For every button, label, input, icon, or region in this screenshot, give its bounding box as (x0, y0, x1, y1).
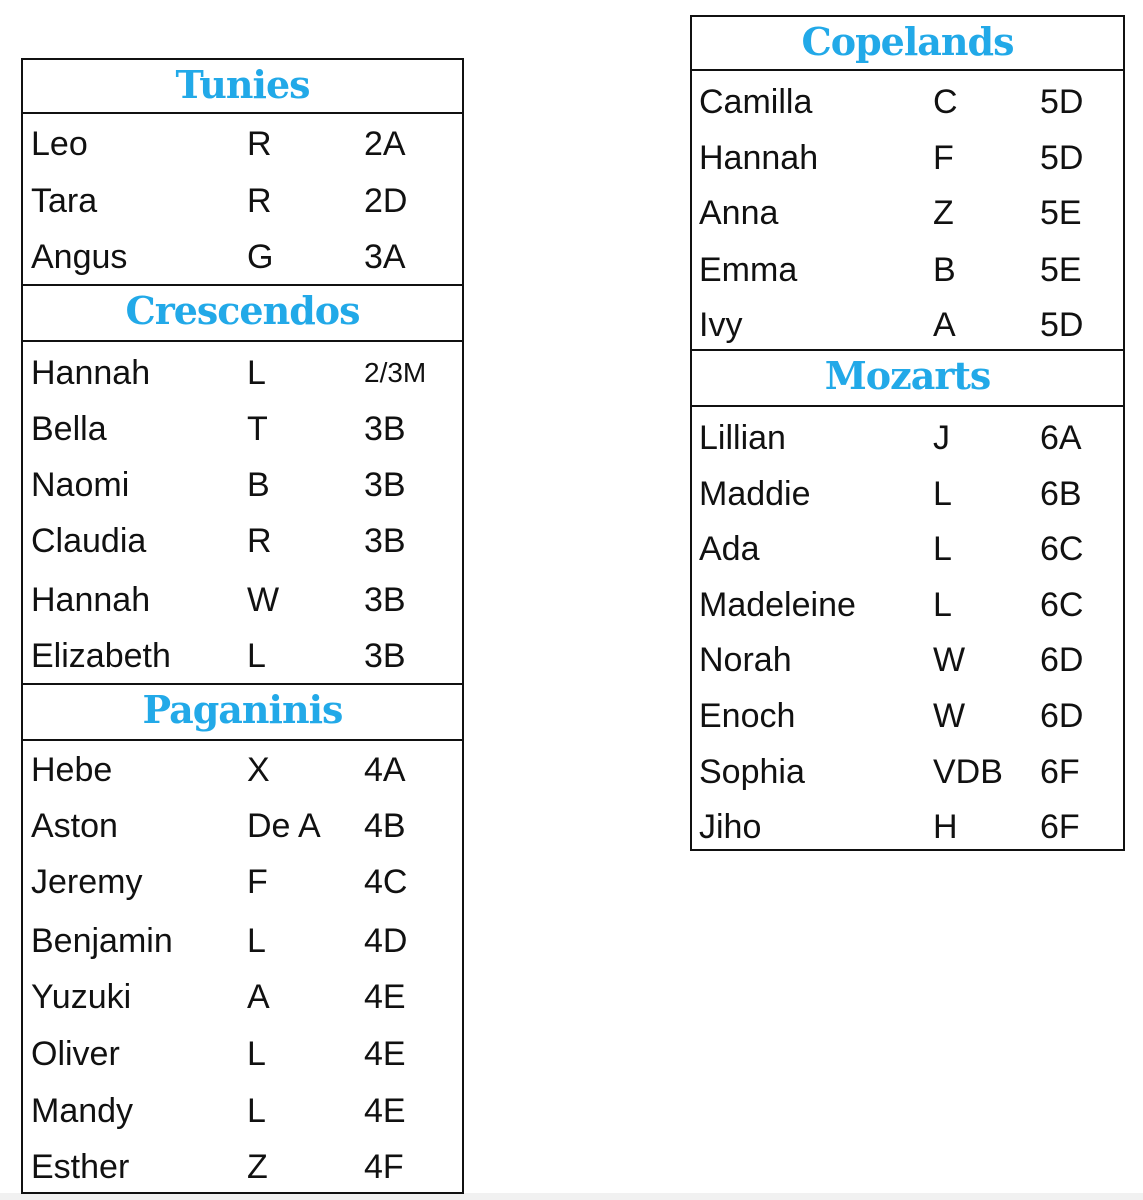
member-class: 4B (364, 807, 406, 845)
member-class: 4C (364, 863, 408, 901)
member-initial: X (247, 751, 270, 789)
member-initial: T (247, 410, 268, 448)
member-class: 4E (364, 1035, 406, 1073)
member-class: 3B (364, 410, 406, 448)
member-name: Yuzuki (31, 978, 132, 1016)
member-initial: J (933, 419, 950, 457)
member-class: 5D (1040, 139, 1084, 177)
member-name: Lillian (699, 419, 786, 457)
member-name: Hebe (31, 751, 113, 789)
member-row (692, 466, 1123, 522)
member-initial: F (247, 863, 268, 901)
member-row (23, 116, 462, 172)
member-row (692, 688, 1123, 744)
member-row (692, 799, 1123, 855)
member-class: 6D (1040, 641, 1084, 679)
member-class: 2/3M (364, 357, 427, 388)
member-class: 6C (1040, 586, 1084, 624)
member-name: Norah (699, 641, 792, 679)
member-row (23, 229, 462, 285)
member-name: Enoch (699, 697, 796, 735)
member-row (692, 297, 1123, 353)
member-name: Hannah (31, 581, 151, 619)
member-name: Esther (31, 1148, 130, 1186)
member-initial: F (933, 139, 954, 177)
member-class: 6C (1040, 530, 1084, 568)
member-initial: H (933, 808, 958, 846)
member-initial: L (933, 475, 952, 513)
member-initial: De A (247, 807, 321, 845)
member-row (692, 185, 1123, 241)
member-initial: L (933, 586, 952, 624)
member-class: 6F (1040, 808, 1080, 846)
member-class: 3B (364, 522, 406, 560)
member-initial: C (933, 83, 958, 121)
roster-table-right (690, 15, 1125, 851)
member-name: Sophia (699, 753, 805, 791)
member-row (692, 632, 1123, 688)
member-class: 3B (364, 581, 406, 619)
member-name: Camilla (699, 83, 813, 121)
member-initial: Z (933, 194, 954, 232)
member-row (23, 628, 462, 684)
member-class: 5E (1040, 251, 1082, 289)
member-row (23, 854, 462, 910)
member-initial: Z (247, 1148, 268, 1186)
group-title-paganinis: Paganinis (23, 683, 462, 741)
member-initial: W (933, 697, 966, 735)
member-name: Emma (699, 251, 798, 289)
member-row (692, 744, 1123, 800)
member-row (692, 410, 1123, 466)
member-class: 2D (364, 182, 408, 220)
member-class: 6F (1040, 753, 1080, 791)
member-row (692, 130, 1123, 186)
member-class: 5D (1040, 306, 1084, 344)
member-row (23, 1026, 462, 1082)
member-row (23, 1139, 462, 1195)
member-name: Ada (699, 530, 760, 568)
member-name: Benjamin (31, 922, 173, 960)
member-row (23, 1083, 462, 1139)
member-class: 3B (364, 637, 406, 675)
member-class: 4E (364, 1092, 406, 1130)
member-name: Leo (31, 125, 88, 163)
member-name: Anna (699, 194, 779, 232)
member-class: 4E (364, 978, 406, 1016)
member-name: Claudia (31, 522, 147, 560)
member-initial: B (247, 466, 270, 504)
group-title-mozarts: Mozarts (692, 349, 1123, 407)
member-name: Hannah (31, 354, 151, 392)
member-class: 2A (364, 125, 406, 163)
member-row (23, 969, 462, 1025)
member-name: Oliver (31, 1035, 120, 1073)
group-title-tunies: Tunies (23, 60, 462, 114)
member-row (23, 401, 462, 457)
member-class: 4D (364, 922, 408, 960)
roster-table-left (21, 58, 464, 1194)
member-name: Naomi (31, 466, 130, 504)
member-class: 6D (1040, 697, 1084, 735)
member-row (23, 572, 462, 628)
member-initial: L (247, 922, 266, 960)
member-row (23, 913, 462, 969)
member-class: 6A (1040, 419, 1082, 457)
member-initial: W (247, 581, 280, 619)
member-class: 4F (364, 1148, 404, 1186)
member-initial: L (247, 354, 266, 392)
member-row (23, 457, 462, 513)
member-initial: R (247, 182, 272, 220)
member-row (692, 74, 1123, 130)
member-name: Ivy (699, 306, 743, 344)
member-initial: L (247, 1035, 266, 1073)
member-initial: R (247, 522, 272, 560)
member-name: Mandy (31, 1092, 134, 1130)
member-row (23, 513, 462, 569)
member-row (692, 521, 1123, 577)
member-initial: L (247, 637, 266, 675)
member-name: Madeleine (699, 586, 856, 624)
member-initial: G (247, 238, 274, 276)
member-name: Tara (31, 182, 98, 220)
member-initial: W (933, 641, 966, 679)
member-class: 4A (364, 751, 406, 789)
member-name: Aston (31, 807, 118, 845)
member-initial: A (247, 978, 270, 1016)
member-initial: VDB (933, 753, 1003, 791)
group-title-crescendos: Crescendos (23, 284, 462, 342)
member-class: 5E (1040, 194, 1082, 232)
member-name: Angus (31, 238, 128, 276)
member-class: 6B (1040, 475, 1082, 513)
member-name: Elizabeth (31, 637, 171, 675)
member-initial: A (933, 306, 956, 344)
member-initial: B (933, 251, 956, 289)
group-title-copelands: Copelands (692, 17, 1123, 71)
member-row (23, 798, 462, 854)
member-class: 3A (364, 238, 406, 276)
member-row (23, 173, 462, 229)
member-row (692, 577, 1123, 633)
member-row (23, 742, 462, 798)
member-name: Maddie (699, 475, 811, 513)
member-row (692, 242, 1123, 298)
member-class: 5D (1040, 83, 1084, 121)
member-row (23, 345, 462, 401)
member-initial: L (933, 530, 952, 568)
member-initial: R (247, 125, 272, 163)
member-class: 3B (364, 466, 406, 504)
member-name: Hannah (699, 139, 819, 177)
member-initial: L (247, 1092, 266, 1130)
member-name: Bella (31, 410, 107, 448)
member-name: Jeremy (31, 863, 143, 901)
member-name: Jiho (699, 808, 762, 846)
